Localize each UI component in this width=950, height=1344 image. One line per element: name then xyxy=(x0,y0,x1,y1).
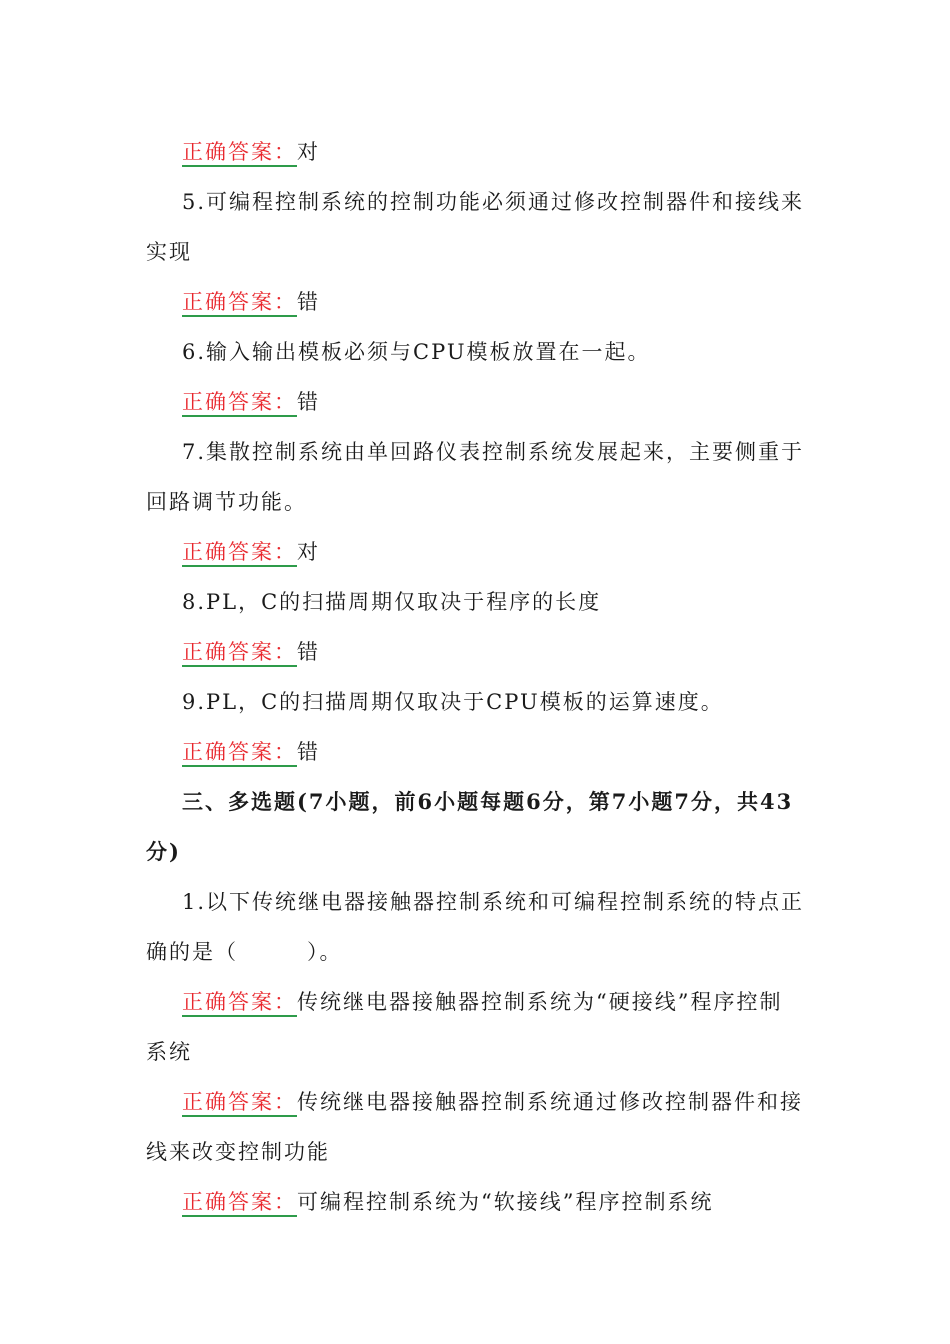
answer-line xyxy=(182,135,950,169)
answer-label: 正确答案： xyxy=(182,539,297,567)
answer-line xyxy=(182,735,950,769)
answer-text: 错 xyxy=(297,740,320,764)
question-text: 5.可编程控制系统的控制功能必须通过修改控制器件和接线来 xyxy=(182,190,805,214)
answer-line xyxy=(182,385,950,419)
answer-text: 传统继电器接触器控制系统通过修改控制器件和接 xyxy=(297,1090,803,1114)
question-text: 系统 xyxy=(146,1040,192,1064)
section-heading: 分) xyxy=(146,839,181,864)
answer-text: 可编程控制系统为“软接线”程序控制系统 xyxy=(297,1190,714,1214)
answer-label: 正确答案： xyxy=(182,289,297,317)
question-text: 确的是（ ）。 xyxy=(146,940,343,964)
question-text: 实现 xyxy=(146,240,192,264)
answer-text: 错 xyxy=(297,390,320,414)
question-text: 8.PL，C的扫描周期仅取决于程序的长度 xyxy=(182,590,602,614)
question-text: 1.以下传统继电器接触器控制系统和可编程控制系统的特点正 xyxy=(182,890,805,914)
question-text: 回路调节功能。 xyxy=(146,490,307,514)
answer-line xyxy=(182,1185,950,1219)
answer-text: 对 xyxy=(297,140,320,164)
answer-text: 错 xyxy=(297,290,320,314)
question-text: 7.集散控制系统由单回路仪表控制系统发展起来，主要侧重于 xyxy=(182,440,805,464)
question-text: 9.PL，C的扫描周期仅取决于CPU模板的运算速度。 xyxy=(182,690,724,714)
answer-line xyxy=(182,985,950,1019)
answer-label: 正确答案： xyxy=(182,389,297,417)
answer-label: 正确答案： xyxy=(182,1089,297,1117)
answer-label: 正确答案： xyxy=(182,1189,297,1217)
answer-text: 对 xyxy=(297,540,320,564)
answer-line xyxy=(182,535,950,569)
question-text: 6.输入输出模板必须与CPU模板放置在一起。 xyxy=(182,340,651,364)
answer-label: 正确答案： xyxy=(182,639,297,667)
answer-label: 正确答案： xyxy=(182,739,297,767)
answer-line xyxy=(182,635,950,669)
answer-line xyxy=(182,285,950,319)
answer-label: 正确答案： xyxy=(182,989,297,1017)
answer-label: 正确答案： xyxy=(182,139,297,167)
answer-text: 传统继电器接触器控制系统为“硬接线”程序控制 xyxy=(297,990,783,1014)
answer-text: 错 xyxy=(297,640,320,664)
answer-line xyxy=(182,1085,950,1119)
section-heading: 三、多选题(7小题，前6小题每题6分，第7小题7分，共43 xyxy=(182,789,794,814)
question-text: 线来改变控制功能 xyxy=(146,1140,330,1164)
